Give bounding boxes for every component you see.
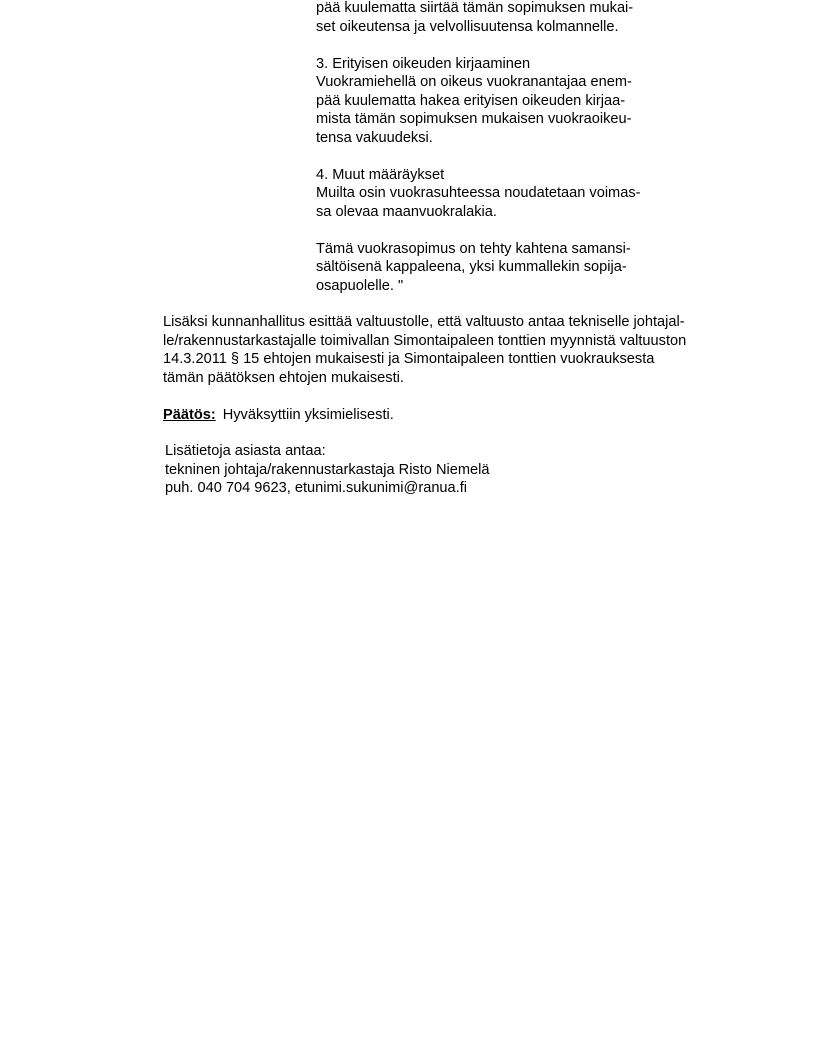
quote-line: pää kuulematta hakea erityisen oikeuden kirjaa- bbox=[316, 92, 626, 109]
contact-line: tekninen johtaja/rakennustarkastaja Risto Niemelä bbox=[165, 461, 490, 478]
contact-info bbox=[165, 442, 489, 498]
quote-line: sa olevaa maanvuokralakia. bbox=[316, 203, 497, 220]
quote-line: set oikeutensa ja velvollisuutensa kolmannelle. bbox=[316, 18, 619, 35]
proposal-line: Lisäksi kunnanhallitus esittää valtuustolle, että valtuusto antaa tekniselle johtajal- bbox=[163, 314, 685, 330]
contact-line: puh. 040 704 9623, etunimi.sukunimi@ranua.fi bbox=[165, 480, 468, 496]
quote-line: osapuolelle. " bbox=[316, 277, 404, 294]
section-heading: 3. Erityisen oikeuden kirjaaminen bbox=[316, 55, 531, 72]
quote-line: mista tämän sopimuksen mukaisen vuokraoikeu- bbox=[316, 111, 632, 127]
proposal-line: 14.3.2011 § 15 ehtojen mukaisesti ja Simontaipaleen tonttien vuokrauksesta bbox=[163, 351, 655, 367]
decision-label: Päätös: bbox=[163, 407, 216, 423]
quote-line: tensa vakuudeksi. bbox=[316, 129, 433, 146]
lease-agreement-quote bbox=[316, 0, 641, 295]
decision bbox=[163, 406, 394, 425]
section-heading: 4. Muut määräykset bbox=[316, 166, 445, 183]
proposal-paragraph bbox=[163, 313, 686, 387]
proposal-line: tämän päätöksen ehtojen mukaisesti. bbox=[163, 369, 404, 386]
quote-line: sältöisenä kappaleena, yksi kummallekin sopija- bbox=[316, 259, 627, 275]
proposal-line: le/rakennustarkastajalle toimivallan Simontaipaleen tonttien myynnistä valtuuston bbox=[163, 332, 687, 349]
quote-line: Vuokramiehellä on oikeus vuokranantajaa enem- bbox=[316, 74, 632, 90]
contact-line: Lisätietoja asiasta antaa: bbox=[165, 443, 326, 459]
decision-text: Hyväksyttiin yksimielisesti. bbox=[222, 407, 394, 423]
quote-line: Tämä vuokrasopimus on tehty kahtena samansi- bbox=[316, 240, 631, 257]
quote-line: Muilta osin vuokrasuhteessa noudatetaan voimas- bbox=[316, 185, 641, 201]
quote-line: pää kuulematta siirtää tämän sopimuksen mukai- bbox=[316, 0, 634, 16]
